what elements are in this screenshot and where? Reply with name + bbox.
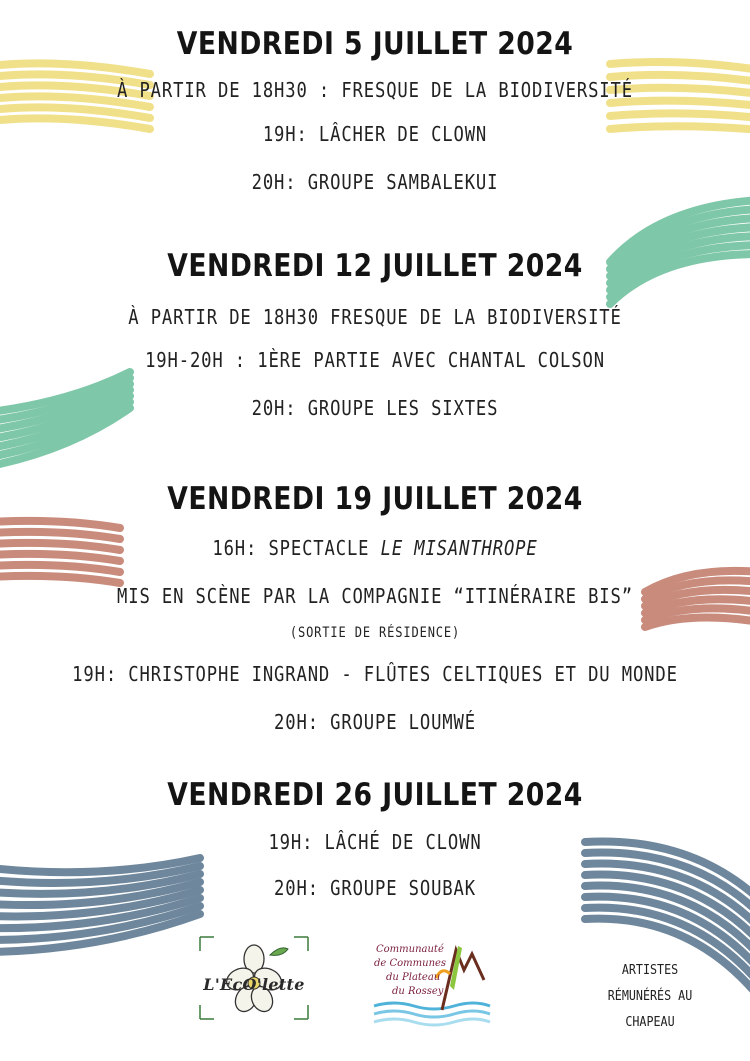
event-2-line-1: À PARTIR DE 18H30 FRESQUE DE LA BIODIVERSITÉ: [128, 305, 622, 329]
event-1-line-2: 19H: LÂCHER DE CLOWN: [262, 122, 488, 146]
event-3-date: VENDREDI 19 JUILLET 2024: [167, 481, 583, 517]
event-3-line-1: [53, 536, 698, 560]
ecolette-logo: [198, 935, 310, 1021]
artists-note-line-3: CHAPEAU: [625, 1015, 675, 1030]
artists-note-line-1: ARTISTES: [621, 963, 679, 978]
event-3-line-1-prefix: 16H: SPECTACLE: [212, 536, 381, 560]
artists-note-line-2: RÉMUNÉRÉS AU: [607, 989, 693, 1004]
event-2-date: VENDREDI 12 JUILLET 2024: [167, 248, 583, 284]
event-3-show-title: LE MISANTHROPE: [380, 536, 538, 560]
red-stripe: [0, 576, 120, 583]
event-2-line-3: 20H: GROUPE LES SIXTES: [251, 396, 499, 420]
event-3-line-4: 20H: GROUPE LOUMWÉ: [274, 710, 476, 734]
artists-paid-note: [592, 958, 709, 1036]
community-logo-line-1: Communauté: [376, 944, 444, 955]
event-4-line-2: 20H: GROUPE SOUBAK: [274, 876, 476, 900]
event-4-date: VENDREDI 26 JUILLET 2024: [167, 777, 583, 813]
ecolette-logo-text: L'EcO'lette: [203, 975, 305, 994]
red-stripe: [0, 521, 120, 528]
community-logo-line-2: de Communes: [374, 958, 447, 969]
event-3-note: (SORTIE DE RÉSIDENCE): [289, 625, 461, 641]
plateau-landscape-icon: [372, 940, 492, 1030]
event-1-line-1: À PARTIR DE 18H30 : FRESQUE DE LA BIODIVERSITÉ: [117, 78, 633, 102]
event-3-line-3: 19H: CHRISTOPHE INGRAND - FLÛTES CELTIQUES ET DU MONDE: [72, 662, 678, 686]
event-1-line-3: 20H: GROUPE SAMBALEKUI: [251, 170, 499, 194]
community-logo-line-4: du Rossey: [392, 986, 444, 997]
yellow-stripe: [610, 62, 750, 70]
community-logo-line-3: du Plateau: [386, 972, 441, 983]
red-stripe: [0, 565, 120, 572]
community-logo: [372, 940, 492, 1030]
event-2-line-2: 19H-20H : 1ÈRE PARTIE AVEC CHANTAL COLSON: [145, 348, 605, 372]
event-3-line-2: MIS EN SCÈNE PAR LA COMPAGNIE “ITINÉRAIRE BIS”: [117, 584, 633, 608]
yellow-stripe: [610, 113, 750, 118]
event-1-date: VENDREDI 5 JUILLET 2024: [176, 26, 574, 62]
event-4-line-1: 19H: LÂCHÉ DE CLOWN: [268, 830, 482, 854]
